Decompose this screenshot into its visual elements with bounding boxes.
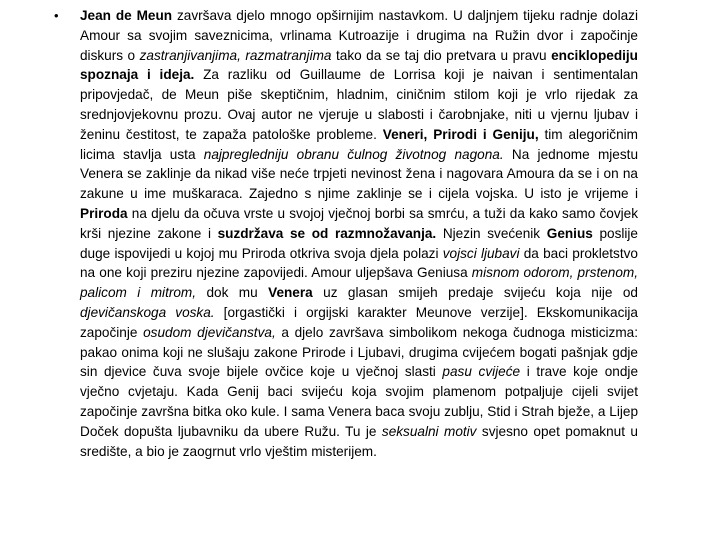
text-segment: enciklopediju spoznaja i ideja. — [80, 47, 638, 83]
text-segment: poslije duge ispovijedi u kojoj mu Priroda otkriva svoja djela polazi — [80, 225, 638, 261]
text-segment: vojsci ljubavi — [442, 245, 520, 261]
text-segment: svjesno opet pomaknut u središte, a bio je zaogrnut vrlo vještim misterijem. — [80, 423, 638, 459]
text-segment: Za razliku od Guillaume de Lorrisa koji je naivan i sentimentalan pripovjedač, de Meun piše skeptičnim, hladnim, ciničnim stilom koji je vrlo rijedak za srednjovjekovnu prozu. Ovaj autor ne vjeruje u slabosti i čarobnjake, niti u vjernu ljubav i ženinu čestitost, te zapaža patološke probleme. — [80, 67, 639, 142]
text-segment: uz glasan smijeh predaje svijeću koja nije od — [312, 285, 638, 301]
body-paragraph — [80, 6, 638, 461]
text-segment: dok mu — [196, 285, 269, 301]
text-segment: da baci prokletstvo na one koji preziru njezine zapovijedi. Amour uljepšava Geniusa — [80, 245, 638, 281]
text-segment: tim alegoričnim licima stavlja usta — [80, 126, 639, 162]
text-segment: Jean de Meun — [80, 8, 173, 23]
text-segment: [orgastički i orgijski karakter Meunove verzije]. Ekskomunikacija započinje — [80, 304, 638, 340]
text-segment: Priroda — [80, 205, 128, 221]
text-segment: Venera — [268, 285, 313, 301]
text-segment: na djelu da očuva vrste u svojoj vječnoj borbi sa smrću, a tuži da kako samo čovjek krši njezine zakone i — [80, 205, 638, 241]
text-segment: Genius — [546, 225, 593, 241]
text-segment: misnom odorom, prstenom, palicom i mitrom, — [80, 265, 638, 301]
text-segment: Veneri, Prirodi i Geniju, — [382, 126, 539, 142]
text-segment: osudom djevičanstva, — [143, 324, 276, 340]
text-segment: najpregledniju obranu čulnog životnog nagona. — [203, 146, 504, 162]
text-segment: djevičanskoga voska. — [80, 304, 215, 320]
text-segment: tako da se taj dio pretvara u pravu — [331, 47, 552, 63]
text-segment: Njezin svećenik — [436, 225, 547, 241]
text-segment: Na jednome mjestu Venera se zaklinje da nikad više neće trpjeti nevinost žena i nagovara Amoura da se i on na zakune u ime muškaraca. Zajedno s njime zaklinje se i cijela vojska. U isto je vrijeme i — [80, 146, 638, 202]
text-segment: završava djelo mnogo opširnijim nastavkom. U daljnjem tijeku radnje dolazi Amour sa svojim saveznicima, vrlinama Kutroazije i drugima na Ružin dvor i započinje diskurs o — [80, 8, 638, 63]
text-segment: seksualni motiv — [381, 423, 477, 439]
text-segment: a djelo završava simbolikom nekoga čudnoga misticizma: pakao onima koji ne slušaju zakone Prirode i Ljubavi, drugima cvijećem bogati pašnjak gdje sin djevice čuva svoje bijele ovčice koje u vječnoj slasti — [80, 324, 638, 380]
text-segment: suzdržava se od razmnožavanja. — [217, 225, 437, 241]
text-segment: zastranjivanjima, razmatranjima — [139, 47, 332, 63]
text-segment: i trave koje ondje vječno cvjetaju. Kada Genij baci svijeću koja svojim plamenom potpaljuje cijeli svijet započinje završna bitka oko kule. I sama Venera baca svoju zublju, Stid i Strah bježe, a Lijep Doček dopušta ljubavniku da ubere Ružu. Tu je — [80, 364, 639, 439]
text-segment: pasu cvijeće — [442, 364, 521, 380]
bullet-point: • — [54, 8, 59, 23]
